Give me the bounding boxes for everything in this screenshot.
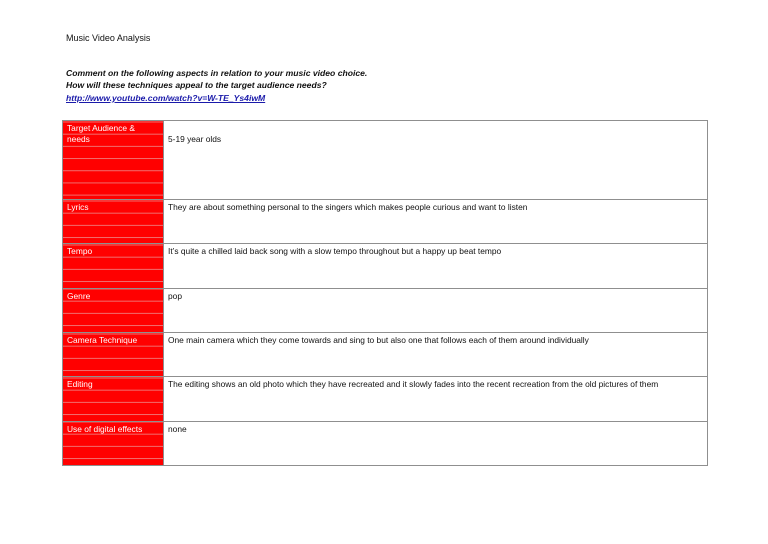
row-value-tempo: It’s quite a chilled laid back song with a slow tempo throughout but a happy up beat tempo bbox=[164, 244, 708, 288]
row-value-editing: The editing shows an old photo which they have recreated and it slowly fades into the recent recreation from the old pictures of them bbox=[164, 377, 708, 421]
row-label-tempo: Tempo bbox=[63, 244, 164, 288]
table-row bbox=[63, 244, 708, 288]
instruction-line-1: Comment on the following aspects in relation to your music video choice. bbox=[66, 68, 368, 78]
table-row bbox=[63, 121, 708, 200]
instructions-block bbox=[66, 67, 367, 104]
table-row bbox=[63, 288, 708, 332]
row-label-target-audience: Target Audience & needs bbox=[63, 121, 164, 200]
table-row bbox=[63, 333, 708, 377]
row-label-genre: Genre bbox=[63, 288, 164, 332]
row-value-camera-technique: One main camera which they come towards and sing to but also one that follows each of them around individually bbox=[164, 333, 708, 377]
row-label-digital-effects: Use of digital effects bbox=[63, 421, 164, 465]
document-title: Music Video Analysis bbox=[66, 33, 151, 43]
row-value-genre: pop bbox=[164, 288, 708, 332]
analysis-table bbox=[62, 120, 708, 466]
row-label-editing: Editing bbox=[63, 377, 164, 421]
instruction-line-2: How will these techniques appeal to the target audience needs? bbox=[66, 80, 327, 91]
row-value-target-audience: 5-19 year olds bbox=[164, 121, 708, 200]
table-row bbox=[63, 421, 708, 465]
row-value-digital-effects: none bbox=[164, 421, 708, 465]
table-row bbox=[63, 377, 708, 421]
row-label-lyrics: Lyrics bbox=[63, 200, 164, 244]
row-value-lyrics: They are about something personal to the singers which makes people curious and want to listen bbox=[164, 200, 708, 244]
video-link[interactable]: http://www.youtube.com/watch?v=W-TE_Ys4iwM bbox=[66, 92, 266, 103]
row-label-camera-technique: Camera Technique bbox=[63, 333, 164, 377]
table-row bbox=[63, 200, 708, 244]
